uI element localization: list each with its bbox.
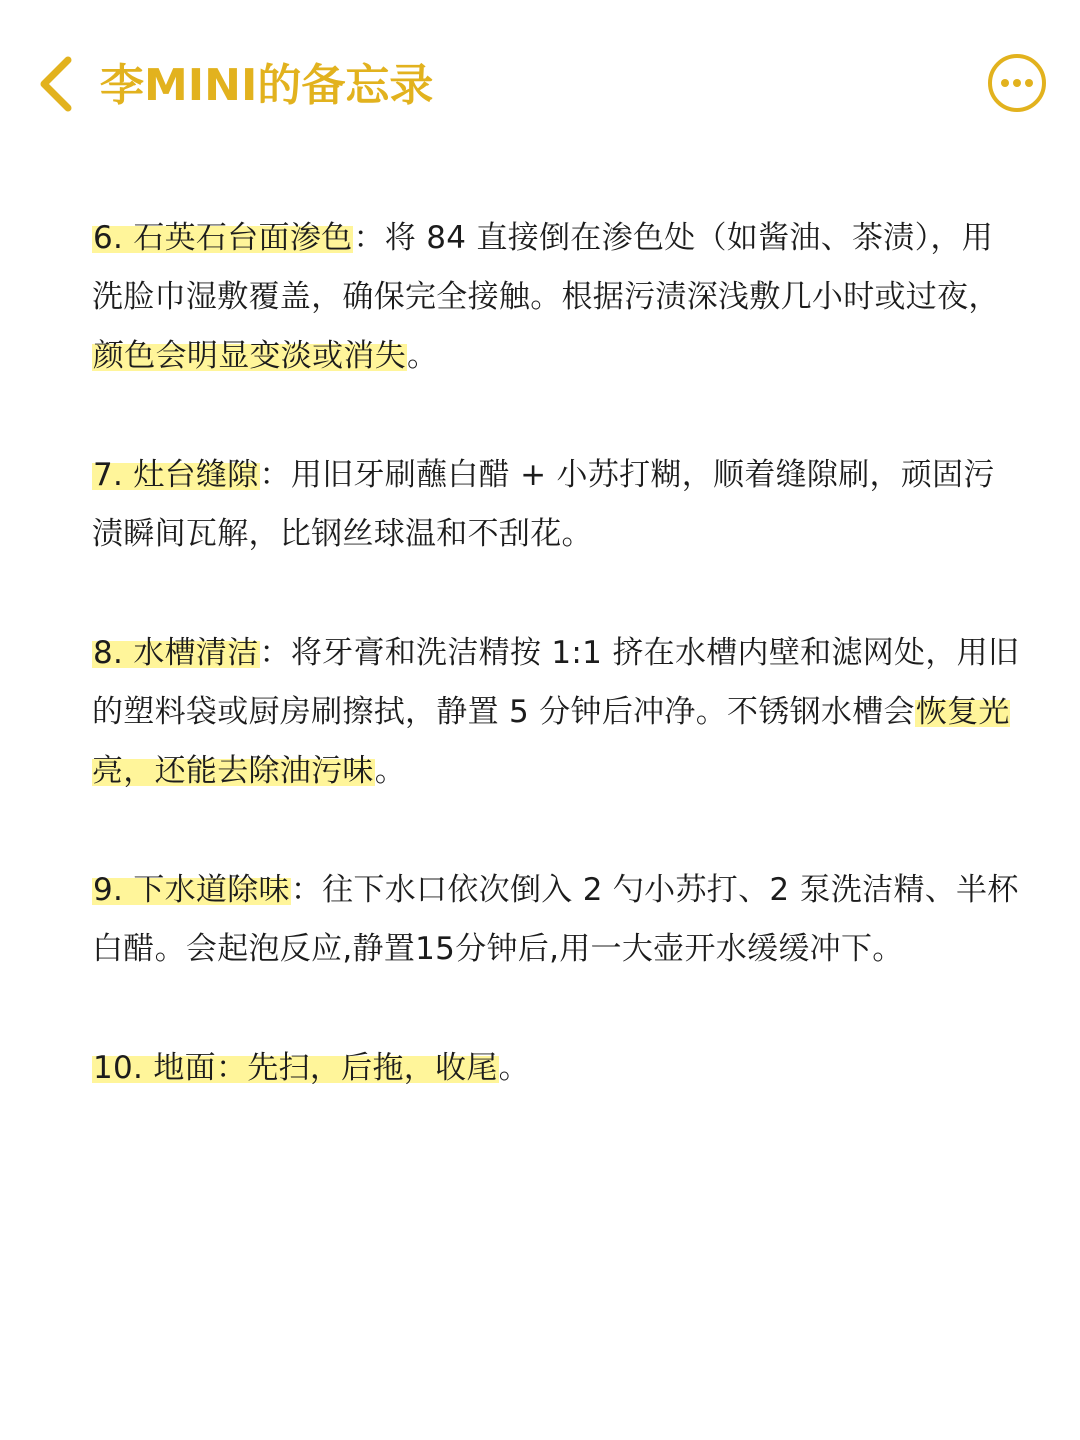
- tip-tail: 。: [498, 1050, 530, 1086]
- tip-item-10: [92, 1039, 1022, 1098]
- tip-item-8: [92, 624, 1022, 801]
- note-body: [92, 209, 1022, 1098]
- tip-separator: ：: [259, 457, 291, 493]
- chevron-left-icon: [30, 52, 86, 116]
- tip-item-9: [92, 861, 1022, 979]
- tip-tail: 。: [374, 753, 407, 789]
- tip-text: 用旧牙刷蘸白醋 + 小苏打糊，顺着缝隙刷，顽固污渍瞬间瓦解，比钢丝球温和不刮花。: [92, 457, 995, 552]
- tip-highlight: 恢复光亮，还能去除油污味: [92, 694, 1010, 789]
- tip-item-6: [92, 209, 1022, 386]
- tip-heading: 6. 石英石台面渗色: [93, 220, 353, 256]
- tip-heading: 7. 灶台缝隙: [93, 457, 259, 493]
- tip-separator: ：: [259, 635, 291, 671]
- tip-heading: 10. 地面：先扫，后拖，收尾: [93, 1050, 498, 1086]
- back-button[interactable]: [30, 52, 86, 116]
- tip-heading: 8. 水槽清洁: [93, 635, 259, 671]
- tip-text: 往下水口依次倒入 2 勺小苏打、2 泵洗洁精、半杯白醋。会起泡反应,静置15分钟后,用一大壶开水缓缓冲下。: [92, 872, 1019, 967]
- tip-text: 将 84 直接倒在渗色处（如酱油、茶渍），用洗脸巾湿敷覆盖，确保完全接触。根据污渍深浅敷几小时或过夜，: [92, 220, 1000, 315]
- tip-separator: ：: [353, 220, 385, 256]
- tip-tail: 。: [407, 338, 439, 374]
- more-horizontal-icon: [986, 52, 1048, 114]
- tip-text: 将牙膏和洗洁精按 1:1 挤在水槽内壁和滤网处，用旧的塑料袋或厨房刷擦拭，静置 5 分钟后冲净。不锈钢水槽会: [92, 635, 1020, 730]
- more-button[interactable]: [986, 52, 1048, 114]
- nav-bar: [0, 0, 1080, 170]
- tip-heading: 9. 下水道除味: [93, 872, 290, 908]
- tip-highlight: 颜色会明显变淡或消失: [93, 338, 406, 374]
- tip-separator: ：: [290, 872, 323, 908]
- tip-item-7: [92, 446, 1022, 564]
- page-title: 李MINI的备忘录: [100, 60, 434, 111]
